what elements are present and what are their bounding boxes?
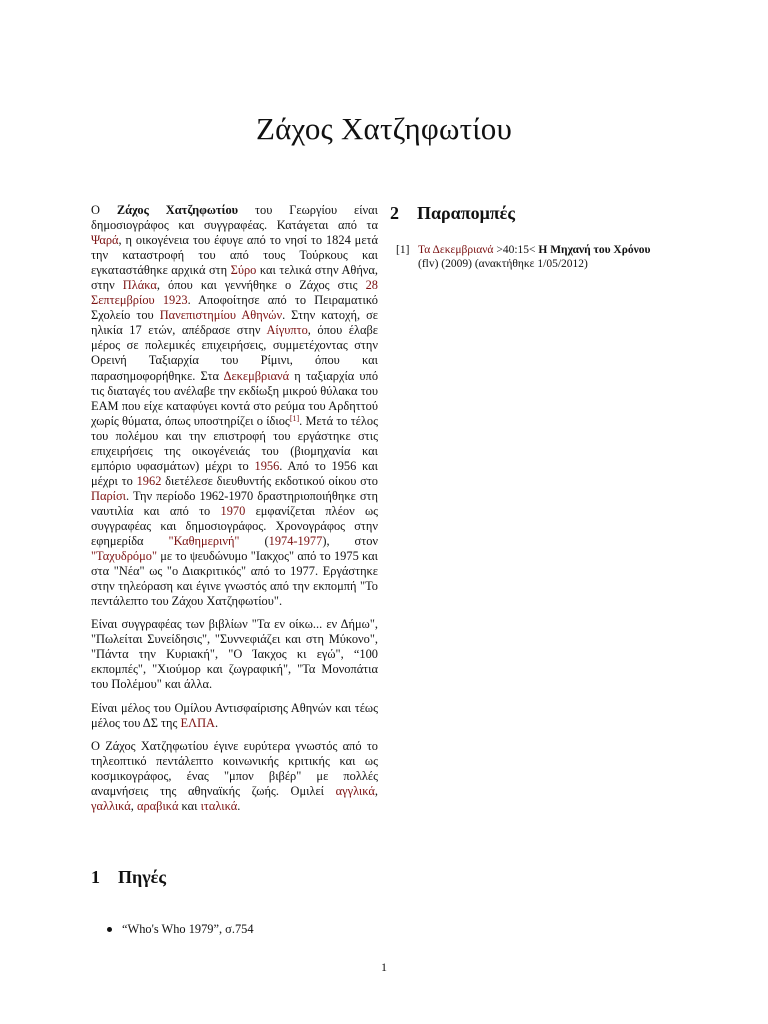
paragraph-tv-career (91, 739, 378, 814)
text-run: διετέλεσε διευθυντής εκδοτικού οίκου στο (161, 473, 378, 488)
citation-link[interactable]: [1] (289, 413, 300, 423)
page-title: Ζάχος Χατζηφωτίου (255, 111, 513, 146)
article-link[interactable]: 1970 (220, 503, 246, 518)
article-link[interactable]: "Ταχυδρόμο" (91, 549, 158, 564)
text-run: . (237, 798, 241, 813)
text-run: με το ψευδώνυμο "Ιακχος" από το 1975 και στα "Νέα" ως "ο Διακριτικός" από το 1977. Εργάστηκε στην τηλεόραση και έγινε γνωστός από την εκπομπή "Το πεντάλεπτο του Ζάχου Χατζηφωτίου". (91, 549, 378, 609)
text-run: . Στην κατοχή, σε ηλικία 17 ετών, απέδρασε στην (91, 308, 379, 338)
article-link[interactable]: Δεκεμβριανά (223, 368, 290, 383)
text-run: . Αποφοίτησε από το Πειραματικό Σχολείο του (91, 293, 378, 323)
article-link[interactable]: αραβικά (137, 798, 179, 813)
article-link[interactable]: Πλάκα (122, 278, 157, 293)
source-text: “Who's Who 1979”, σ.754 (122, 922, 254, 936)
text-run (155, 293, 163, 307)
reference-link[interactable]: Τα Δεκεμβριανά (418, 244, 494, 256)
text-run: ( (239, 534, 269, 549)
text-run: , όπου και γεννήθηκε ο Ζάχος στις (156, 278, 366, 293)
article-link[interactable]: 1974-1977 (268, 534, 323, 549)
bullet-icon (107, 927, 112, 932)
references-list (390, 243, 680, 271)
article-link[interactable]: "Καθημερινή" (168, 534, 240, 549)
text-run: ), στον (322, 534, 379, 549)
reference-item (390, 243, 680, 271)
text-run: Είναι μέλος του Ομίλου Αντισφαίρισης Αθηνών και τέως μέλος του ΔΣ της (91, 700, 378, 730)
text-run: και τελικά στην Αθήνα, στην (91, 263, 378, 293)
article-link[interactable]: Αίγυπτο (266, 323, 308, 338)
article-body (91, 203, 378, 822)
reference-show-title: Η Μηχανή του Χρόνου (538, 244, 651, 256)
article-link[interactable]: Σύρο (230, 263, 257, 278)
text-run: , η οικογένεια του έφυγε από το νησί το 1824 μετά την καταστροφή του από τους Τούρκους και εγκαταστάθηκε αρχικά στη (91, 233, 378, 278)
text-run: , (374, 783, 378, 798)
text-run: , όπου έλαβε μέρος σε πολεμικές επιχειρήσεις, συμμετέχοντας στην Ορεινή Ταξιαρχία του Ρίμινι, όπου και παρασημοφορήθηκε. Στα (91, 323, 378, 383)
text-run: του Γεωργίου είναι δημοσιογράφος και συγγραφέας. Κατάγεται από τα (91, 203, 378, 233)
text-run: . Την περίοδο 1962-1970 δραστηριοποιήθηκε στη ναυτιλία και από το (91, 488, 378, 518)
references-heading (390, 203, 680, 224)
paragraph-membership (91, 701, 378, 731)
article-link[interactable]: 1962 (136, 473, 162, 488)
sources-section-number: 1 (91, 867, 100, 887)
reference-details: (flv) (2009) (ανακτήθηκε 1/05/2012) (418, 258, 588, 270)
article-link[interactable]: αγγλικά (335, 783, 375, 798)
sources-heading (91, 867, 166, 888)
article-link[interactable]: γαλλικά (91, 798, 131, 813)
article-link[interactable]: 1923 (162, 293, 188, 308)
article-link[interactable]: 1956 (254, 458, 280, 473)
paragraph-books (91, 617, 378, 692)
article-link[interactable]: ιταλικά (200, 798, 238, 813)
text-run: Είναι συγγραφέας των βιβλίων "Τα εν οίκω... εν Δήμω", "Πωλείται Συνείδησις", "Συννεφιάζει και στη Μύκονο", "Πάντα την Κυριακή", "Ο Ίακχος κι εγώ", “100 εκπομπές", "Χιούμορ και ζωγραφική", "Τα Μονοπάτια του Πολέμου" και άλλα. (91, 617, 378, 692)
text-run: . (214, 715, 219, 730)
text-run: εμφανίζεται πλέον ως συγγραφέας και δημοσιογράφος. Χρονογράφος στην εφημερίδα (91, 503, 379, 549)
sources-list (91, 922, 254, 937)
sources-section-title: Πηγές (118, 867, 166, 887)
references-section-title: Παραπομπές (417, 203, 515, 223)
text-run: Ο (91, 203, 117, 217)
bold-text: Ζάχος Χατζηφωτίου (116, 203, 239, 217)
article-link[interactable]: ΕΛΠΑ (180, 715, 215, 730)
reference-number: [1] (396, 244, 410, 256)
references-section (390, 203, 680, 271)
reference-time: >40:15< (493, 244, 539, 256)
text-run: . Από το 1956 και μέχρι το (91, 458, 378, 488)
list-item (91, 922, 254, 937)
text-run: . Μετά το τέλος του πολέμου και την επιστροφή του εργάστηκε στις επιχειρήσεις της οικογένειάς του (βιομηχανία και εμπόριο υφασμάτων) μέχρι το (91, 413, 378, 473)
article-link[interactable]: Παρίσι (91, 488, 126, 503)
text-run: και (178, 798, 201, 813)
page-number: 1 (381, 960, 387, 974)
article-link[interactable]: 28 Σεπτεμβρίου (91, 278, 378, 308)
paragraph-biography (91, 203, 378, 609)
text-run: Ο Ζάχος Χατζηφωτίου έγινε ευρύτερα γνωστός από το τηλεοπτικό πεντάλεπτο κοινωνικής κριτικής και ως κοσμικογράφος, ένας "μπον βιβέρ" με πολλές αναμνήσεις της αθηναϊκής ζωής. Ομιλεί (91, 738, 378, 798)
text-run: η ταξιαρχία υπό τις διαταγές του ανέλαβε την εκδίωξη μικρού θύλακα του ΕΑΜ που είχε καταφύγει κοντά στο ρεύμα του Αρδηττού χωρίς θύματα, όπως υποστηρίζει ο ίδιος (91, 368, 379, 428)
article-link[interactable]: Ψαρά (91, 233, 119, 248)
reference-text (418, 243, 650, 271)
article-link[interactable]: Πανεπιστημίου Αθηνών (159, 308, 283, 323)
references-section-number: 2 (390, 203, 399, 223)
text-run: , (130, 798, 137, 813)
